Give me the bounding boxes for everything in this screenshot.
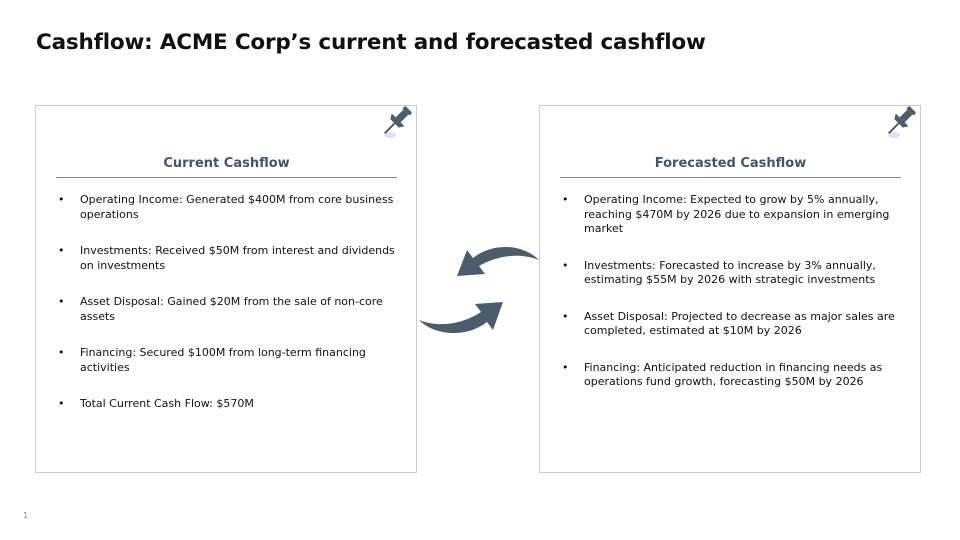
forecasted-cashflow-card	[539, 105, 921, 473]
current-cashflow-heading: Current Cashflow	[56, 156, 397, 178]
forecasted-cashflow-heading: Forecasted Cashflow	[560, 156, 901, 178]
list-item: • Asset Disposal: Projected to decrease as major sales are completed, estimated at $10M by 2026	[560, 310, 902, 339]
list-item: • Operating Income: Generated $400M from core business operations	[56, 193, 398, 222]
page-number: 1	[23, 511, 29, 520]
pushpin-icon	[376, 102, 416, 144]
list-item: • Investments: Forecasted to increase by 3% annually, estimating $55M by 2026 with strategic investments	[560, 259, 902, 288]
cycle-arrows-icon	[415, 238, 545, 342]
slide-title: Cashflow: ACME Corp’s current and forecasted cashflow	[36, 30, 706, 55]
list-item: • Investments: Received $50M from interest and dividends on investments	[56, 244, 398, 273]
list-item: • Operating Income: Expected to grow by 5% annually, reaching $470M by 2026 due to expansion in emerging market	[560, 193, 902, 237]
list-item: • Total Current Cash Flow: $570M	[56, 397, 398, 412]
list-item: • Financing: Anticipated reduction in financing needs as operations fund growth, forecasting $50M by 2026	[560, 361, 902, 390]
list-item: • Financing: Secured $100M from long-term financing activities	[56, 346, 398, 375]
current-cashflow-list	[56, 193, 398, 434]
current-cashflow-card	[35, 105, 417, 473]
forecasted-cashflow-list	[560, 193, 902, 412]
list-item: • Asset Disposal: Gained $20M from the sale of non-core assets	[56, 295, 398, 324]
pushpin-icon	[880, 102, 920, 144]
